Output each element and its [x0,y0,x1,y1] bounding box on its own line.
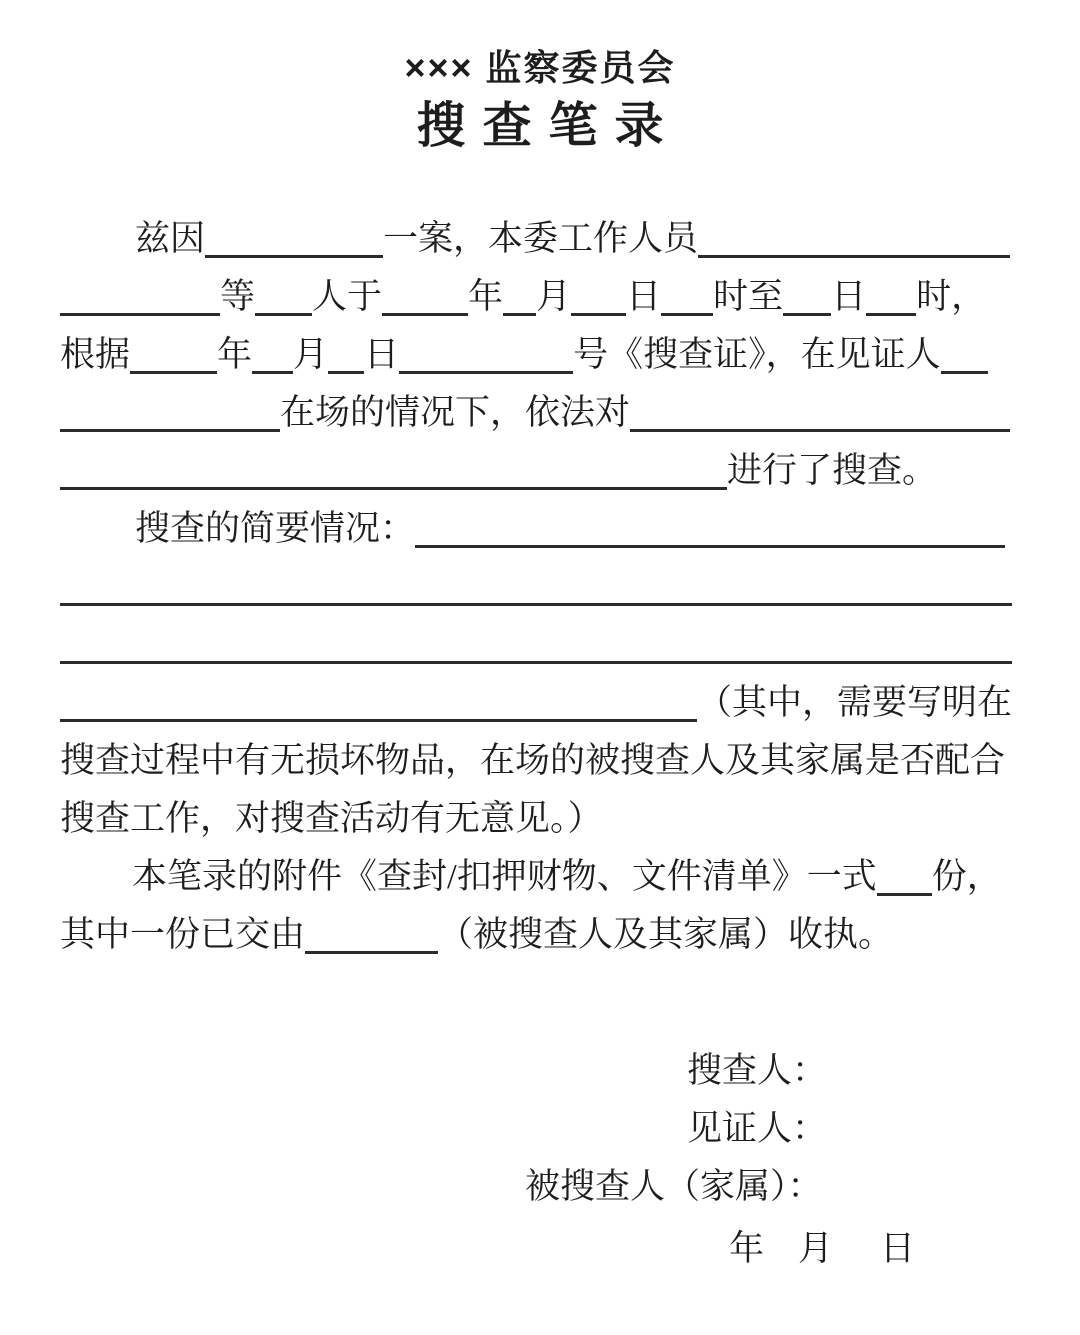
indent-spacer [60,249,135,250]
searcher-signature-label: 搜查人： [687,1051,828,1090]
form-text: 日 [364,335,400,374]
blank-field [571,313,626,316]
blank-field [941,371,988,374]
page-title: 搜查笔录 [416,98,681,153]
year-label: 年 [729,1229,765,1268]
blank-field [305,951,438,954]
blank-field [415,545,1005,548]
form-text: 份， [931,857,1002,896]
witness-signature-label: 见证人： [687,1109,828,1148]
blank-field [252,371,293,374]
form-text: 搜查的简要情况： [135,509,416,548]
form-line [60,442,1012,500]
form-text: 时至 [713,277,784,316]
blank-field [205,255,383,258]
blank-field [60,661,1012,664]
form-line [60,906,1012,964]
form-line [60,500,1012,558]
form-text: 号《搜查证》，在见证人 [573,335,941,374]
form-text: 本笔录的附件《查封/扣押财物、文件清单》一式 [132,857,877,896]
blank-field [60,487,727,490]
form-text: （其中，需要写明在 [697,683,1013,722]
form-line [60,326,1012,384]
form-line [60,268,1012,326]
blank-field [503,313,536,316]
form-text: 在场的情况下，依法对 [280,393,631,432]
indent-spacer [60,887,132,888]
form-text: 进行了搜查。 [727,451,938,490]
form-text: 兹因 [135,219,206,258]
form-text: 日 [831,277,867,316]
form-line [60,674,1012,732]
form-line [60,732,1012,790]
form-text: 其中一份已交由 [60,915,306,954]
blank-field [130,371,217,374]
form-text: 等 [220,277,256,316]
blank-field [255,313,312,316]
searched-person-signature-label: 被搜查人（家属）： [525,1167,823,1206]
form-text: 搜查过程中有无损坏物品，在场的被搜查人及其家属是否配合 [60,741,1006,780]
blank-field [328,371,364,374]
blank-field [783,313,831,316]
form-text: 搜查工作，对搜查活动有无意见。） [60,799,603,838]
blank-field [866,313,916,316]
form-text: 年 [217,335,253,374]
form-line [60,384,1012,442]
form-text: 一案，本委工作人员 [383,219,699,258]
blank-field [60,719,697,722]
form-text: （被搜查人及其家属）收执。 [438,915,894,954]
indent-spacer [60,539,135,540]
month-label: 月 [798,1229,834,1268]
blank-field [698,255,1010,258]
day-label: 日 [880,1229,916,1268]
form-line [60,558,1012,616]
blank-field [60,603,1012,606]
form-text: 月 [293,335,329,374]
form-text: 日 [626,277,662,316]
form-line [60,616,1012,674]
form-line [60,790,1012,848]
form-text: 月 [536,277,572,316]
form-text: 年 [468,277,504,316]
date-line [729,1228,915,1270]
form-line [60,848,1012,906]
blank-field [877,893,932,896]
form-line [60,210,1012,268]
form-body [60,210,1012,964]
blank-field [661,313,713,316]
form-text: 人于 [312,277,383,316]
blank-field [60,429,280,432]
blank-field [399,371,573,374]
blank-field [60,313,220,316]
form-text: 时， [916,277,987,316]
form-text: 根据 [60,335,131,374]
org-title: ××× 监察委员会 [404,47,676,88]
blank-field [382,313,468,316]
blank-field [630,429,1010,432]
